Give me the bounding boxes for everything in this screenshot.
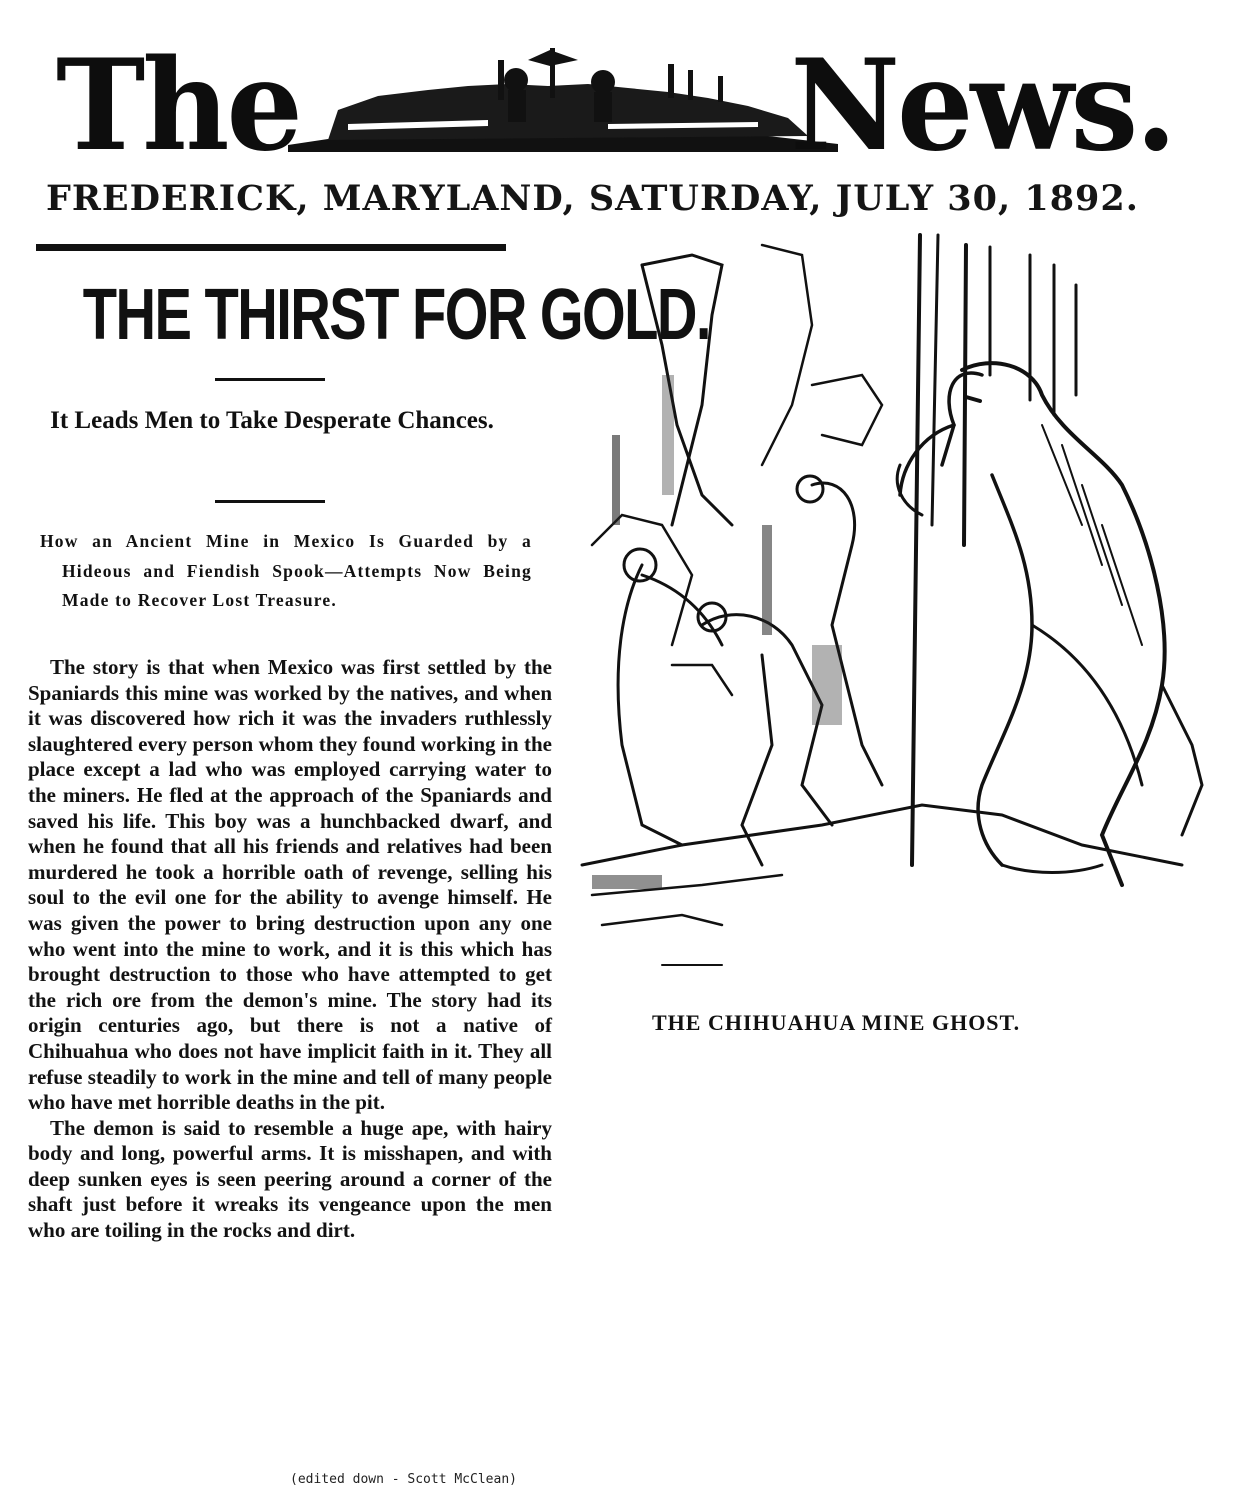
article-body: [28, 655, 552, 1244]
masthead-title-right: News.: [790, 31, 1174, 180]
mine-ghost-engraving-icon: [562, 225, 1224, 995]
article-paragraph: The story is that when Mexico was first settled by the Spaniards this mine was worked by the natives, and when it was discovered how rich it was the invaders ruthlessly slaughtered every person whom they found working in the place except a lad who was employed carrying water to the miners. He fled at the approach of the Spaniards and saved his life. This boy was a hunchbacked dwarf, and when he found that all his friends and relatives had been murdered he took a horrible oath of revenge, selling his soul to the evil one for the ability to avenge himself. He was given the power to bring destruction upon any one who went into the mine to work, and it is this which has brought destruction to those who have attempted to get the rich ore from the demon's mine. The story had its origin centuries ago, but there is not a native of Chihuahua who does not have implicit faith in it. They all refuse steadily to work in the mine and tell of many people who have met horrible deaths in the pit.: [28, 655, 552, 1115]
article-subhead: It Leads Men to Take Desperate Chances.: [50, 407, 494, 434]
illustration-caption: THE CHIHUAHUA MINE GHOST.: [652, 1010, 1021, 1035]
masthead-title-left: The: [56, 31, 300, 180]
column-top-rule: [36, 244, 506, 251]
editor-credit: (edited down - Scott McClean): [290, 1472, 517, 1487]
headline-divider: [215, 378, 325, 381]
article-deck: How an Ancient Mine in Mexico Is Guarded by a Hideous and Fiendish Spook—Attempts Now Being Made to Recover Lost Treasure.: [40, 531, 532, 610]
masthead: [50, 28, 1180, 180]
dateline: FREDERICK, MARYLAND, SATURDAY, JULY 30, 1892.: [46, 178, 1139, 219]
subhead-divider: [215, 500, 325, 503]
masthead-vignette-icon: [288, 40, 838, 160]
article-headline: THE THIRST FOR GOLD.: [82, 275, 710, 355]
article-paragraph: The demon is said to resemble a huge ape, with hairy body and long, powerful arms. It is misshapen, and with deep sunken eyes is seen peering around a corner of the shaft just before it wreaks its vengeance upon the men who are toiling in the rocks and dirt.: [28, 1115, 552, 1243]
